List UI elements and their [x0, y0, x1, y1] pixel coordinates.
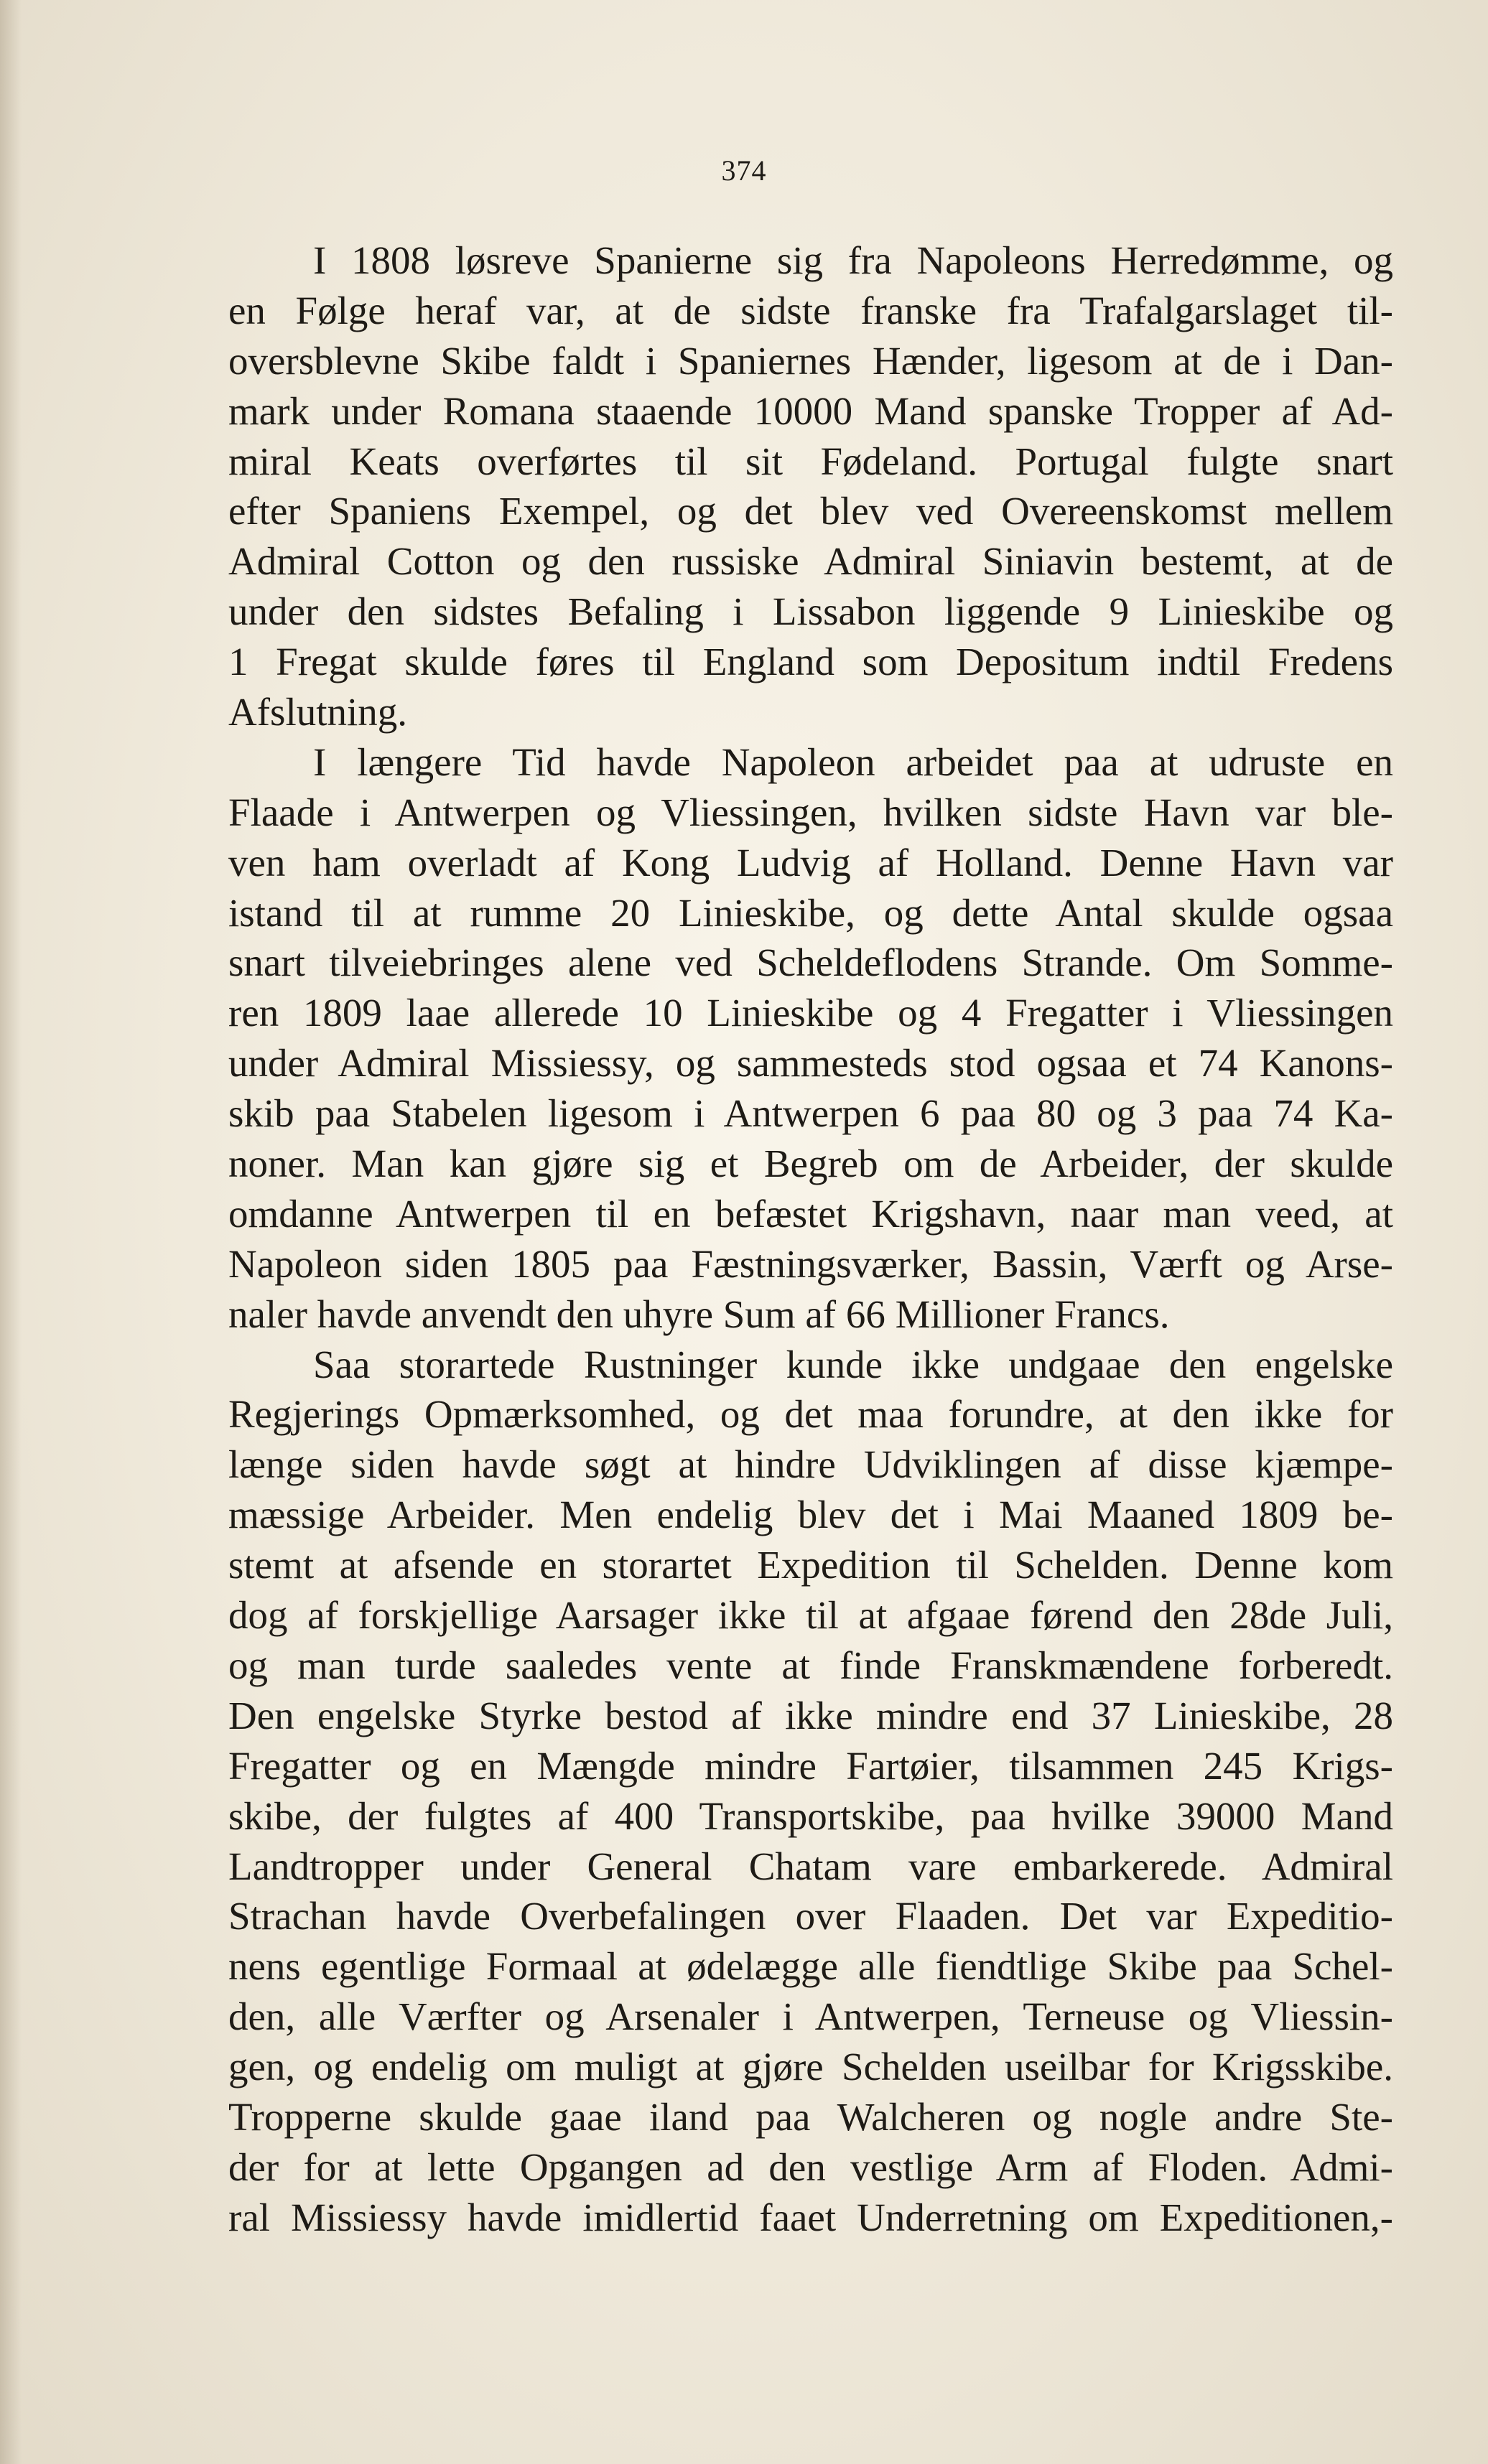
text-line: istand til at rumme 20 Linieskibe, og dette Antal skulde ogsaa [228, 890, 1393, 935]
text-line: ven ham overladt af Kong Ludvig af Holland. Denne Havn var [228, 840, 1393, 885]
text-line: ral Missiessy havde imidlertid faaet Underretning om Expeditionen,- [228, 2195, 1393, 2239]
text-line: Fregatter og en Mængde mindre Fartøier, tilsammen 245 Krigs- [228, 1743, 1393, 1788]
text-line: en Følge heraf var, at de sidste franske fra Trafalgarslaget til- [228, 288, 1393, 332]
text-line: gen, og endelig om muligt at gjøre Schelden useilbar for Krigsskibe. [228, 2045, 1393, 2089]
text-line: stemt at afsende en storartet Expedition til Schelden. Denne kom [228, 1543, 1393, 1587]
text-line: Den engelske Styrke bestod af ikke mindre end 37 Linieskibe, 28 [228, 1693, 1393, 1737]
text-line: I 1808 løsreve Spanierne sig fra Napoleons Herredømme, og [313, 238, 1393, 282]
text-line: dog af forskjellige Aarsager ikke til at afgaae førend den 28de Juli, [228, 1593, 1393, 1638]
text-line: ren 1809 laae allerede 10 Linieskibe og 4 Fregatter i Vliessingen [228, 991, 1393, 1035]
text-line: Saa storartede Rustninger kunde ikke undgaae den engelske [313, 1342, 1393, 1386]
text-line: Napoleon siden 1805 paa Fæstningsværker, Bassin, Værft og Arse- [228, 1241, 1393, 1286]
page-number: 374 [721, 154, 767, 187]
text-line: Tropperne skulde gaae iland paa Walcheren og nogle andre Ste- [228, 2094, 1393, 2139]
text-line: Landtropper under General Chatam vare embarkerede. Admiral [228, 1844, 1393, 1888]
text-line: efter Spaniens Exempel, og det blev ved Overeenskomst mellem [228, 489, 1393, 533]
body-text [228, 235, 1393, 2243]
text-line: og man turde saaledes vente at finde Franskmændene forberedt. [228, 1643, 1393, 1687]
text-line: mark under Romana staaende 10000 Mand spanske Tropper af Ad- [228, 388, 1393, 433]
text-line: længe siden havde søgt at hindre Udviklingen af disse kjæmpe- [228, 1442, 1393, 1487]
text-line: skibe, der fulgtes af 400 Transportskibe, paa hvilke 39000 Mand [228, 1793, 1393, 1838]
text-line: Regjerings Opmærksomhed, og det maa forundre, at den ikke for [228, 1392, 1393, 1437]
text-line: under Admiral Missiessy, og sammesteds stod ogsaa et 74 Kanons- [228, 1041, 1393, 1086]
text-line: snart tilveiebringes alene ved Scheldeflodens Strande. Om Somme- [228, 941, 1393, 985]
text-line: miral Keats overførtes til sit Fødeland. Portugal fulgte snart [228, 439, 1393, 483]
text-line: noner. Man kan gjøre sig et Begreb om de Arbeider, der skulde [228, 1142, 1393, 1186]
text-line: Flaade i Antwerpen og Vliessingen, hvilken sidste Havn var ble- [228, 790, 1393, 834]
text-line: Strachan havde Overbefalingen over Flaaden. Det var Expeditio- [228, 1894, 1393, 1938]
text-line: I længere Tid havde Napoleon arbeidet paa at udruste en [313, 739, 1393, 784]
text-line: Afslutning. [228, 690, 408, 734]
text-line: omdanne Antwerpen til en befæstet Krigshavn, naar man veed, at [228, 1191, 1393, 1236]
text-line: der for at lette Opgangen ad den vestlige Arm af Floden. Admi- [228, 2145, 1393, 2189]
text-line: naler havde anvendt den uhyre Sum af 66 Millioner Francs. [228, 1292, 1170, 1336]
text-line: skib paa Stabelen ligesom i Antwerpen 6 paa 80 og 3 paa 74 Ka- [228, 1091, 1393, 1136]
page-edge-shadow [0, 0, 22, 2464]
text-line: 1 Fregat skulde føres til England som Depositum indtil Fredens [228, 640, 1393, 684]
text-line: oversblevne Skibe faldt i Spaniernes Hænder, ligesom at de i Dan- [228, 338, 1393, 383]
text-line: Admiral Cotton og den russiske Admiral Siniavin bestemt, at de [228, 539, 1393, 584]
text-line: mæssige Arbeider. Men endelig blev det i Mai Maaned 1809 be- [228, 1493, 1393, 1537]
text-line: nens egentlige Formaal at ødelægge alle fiendtlige Skibe paa Schel- [228, 1944, 1393, 1989]
text-line: under den sidstes Befaling i Lissabon liggende 9 Linieskibe og [228, 589, 1393, 634]
text-line: den, alle Værfter og Arsenaler i Antwerpen, Terneuse og Vliessin- [228, 1994, 1393, 2039]
